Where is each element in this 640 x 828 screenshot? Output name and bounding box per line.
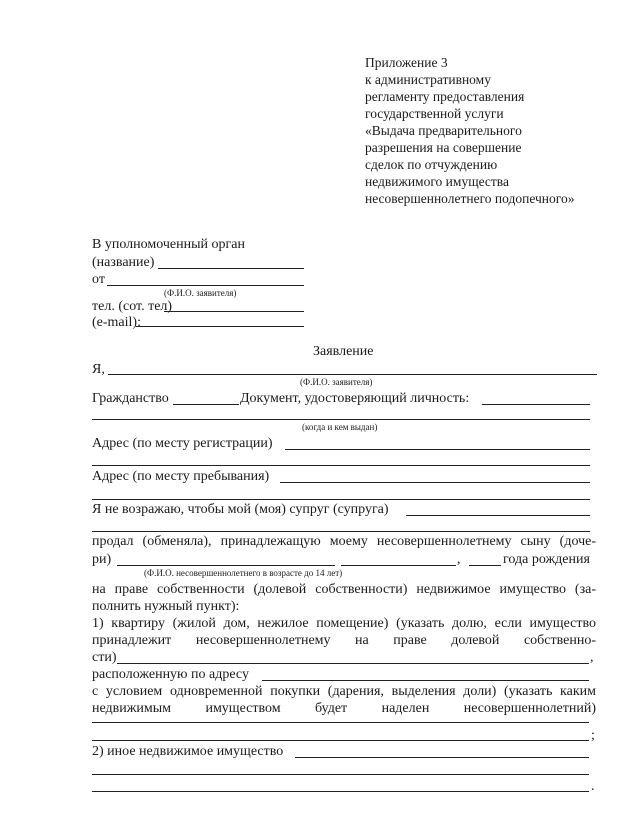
fio-hint: (Ф.И.О. заявителя) <box>164 288 237 298</box>
phone-field[interactable] <box>164 311 304 312</box>
appendix-line: государственной услуги <box>365 106 504 121</box>
birth-year-label: года рождения <box>503 552 590 567</box>
applicant-name-field[interactable] <box>108 374 597 375</box>
appendix-line: недвижимого имущества <box>365 174 509 189</box>
id-document-label: Документ, удостоверяющий личность: <box>240 391 470 406</box>
id-document-field[interactable] <box>482 404 590 405</box>
other-property-field-2[interactable] <box>92 774 589 775</box>
spouse-field-2[interactable] <box>92 531 590 532</box>
share-field[interactable] <box>117 663 589 664</box>
fio-hint: (Ф.И.О. заявителя) <box>300 377 373 387</box>
spouse-field[interactable] <box>406 515 590 516</box>
email-field[interactable] <box>136 326 304 327</box>
new-property-field[interactable] <box>92 722 589 723</box>
item1-line-3-start: сти) <box>92 650 117 665</box>
reg-address-label: Адрес (по месту регистрации) <box>92 436 273 451</box>
property-address-field[interactable] <box>262 680 589 681</box>
comma: , <box>457 552 461 567</box>
i-label: Я, <box>92 362 105 377</box>
email-label: (e-mail): <box>92 315 141 330</box>
minor-name-field-2[interactable] <box>341 565 456 566</box>
appendix-line: регламенту предоставления <box>365 89 525 104</box>
other-property-field-3[interactable] <box>92 791 589 792</box>
appendix-line: сделок по отчуждению <box>365 157 498 172</box>
reg-address-field-2[interactable] <box>92 465 590 466</box>
citizenship-field[interactable] <box>173 404 239 405</box>
condition-line-1: с условием одновременной покупки (дарения, выделения доли) (указать каким <box>92 684 596 699</box>
other-property-field[interactable] <box>295 757 589 758</box>
birth-year-field[interactable] <box>469 565 501 566</box>
stay-address-field-2[interactable] <box>92 499 590 500</box>
appendix-line: к административному <box>365 72 491 87</box>
semicolon: ; <box>591 728 595 743</box>
sold-line-2-start: ри) <box>92 552 112 567</box>
reg-address-field[interactable] <box>285 449 590 450</box>
appendix-line: разрешения на совершение <box>365 140 522 155</box>
minor-hint: (Ф.И.О. несовершеннолетнего в возрасте до 14 лет) <box>144 568 343 578</box>
appendix-line: «Выдача предварительного <box>365 123 522 138</box>
id-document-field-2[interactable] <box>92 419 590 420</box>
item1-line-2: принадлежит несовершеннолетнему на праве долевой собственно- <box>92 633 596 648</box>
item2-label: 2) иное недвижимое имущество <box>92 744 284 759</box>
document-title: Заявление <box>313 344 374 359</box>
item1-line-1: 1) квартиру (жилой дом, нежилое помещение) (указать долю, если имущество <box>92 616 596 631</box>
comma: , <box>590 650 594 665</box>
citizenship-label: Гражданство <box>92 391 169 406</box>
org-name-label: (название) <box>92 255 155 270</box>
issued-hint: (когда и кем выдан) <box>302 422 378 432</box>
phone-label: тел. (сот. тел) <box>92 299 173 314</box>
period: . <box>591 779 595 794</box>
stay-address-field[interactable] <box>280 482 590 483</box>
minor-name-field[interactable] <box>117 565 335 566</box>
located-label: расположенную по адресу <box>92 667 249 682</box>
org-name-field[interactable] <box>158 268 304 269</box>
ownership-line-1: на праве собственности (долевой собственности) недвижимое имущество (за- <box>92 582 596 597</box>
stay-address-label: Адрес (по месту пребывания) <box>92 469 270 484</box>
appendix-line: Приложение 3 <box>365 55 448 70</box>
ownership-line-2: полнить нужный пункт): <box>92 599 240 614</box>
appendix-line: несовершеннолетнего подопечного» <box>365 191 575 206</box>
spouse-label: Я не возражаю, чтобы мой (моя) супруг (супруга) <box>92 502 389 517</box>
new-property-field-2[interactable] <box>92 740 589 741</box>
to-organ-label: В уполномоченный орган <box>92 237 245 252</box>
sold-line-1: продал (обменяла), принадлежащую моему несовершеннолетнему сыну (доче- <box>92 534 596 549</box>
applicant-fio-field[interactable] <box>107 285 304 286</box>
condition-line-2: недвижимым имуществом будет наделен несовершеннолетний) <box>92 701 596 716</box>
from-label: от <box>92 272 105 287</box>
